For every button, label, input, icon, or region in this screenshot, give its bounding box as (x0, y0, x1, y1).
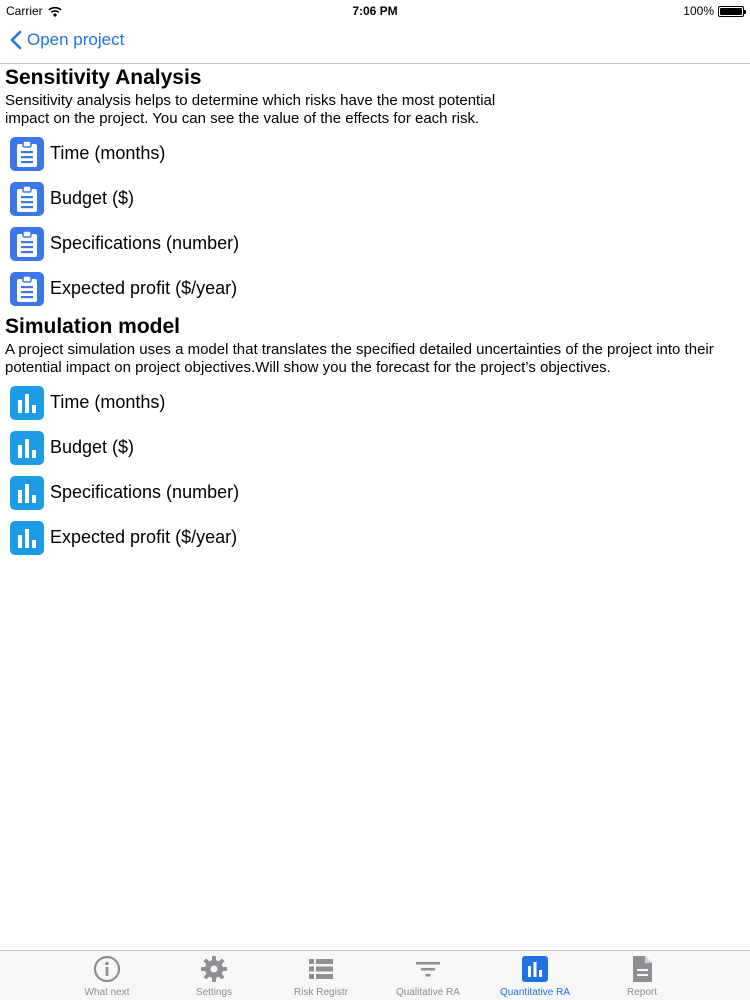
bar-chart-icon (10, 476, 44, 510)
sensitivity-item-label: Specifications (number) (50, 233, 240, 253)
battery-fill (720, 8, 742, 15)
simulation-item-label: Time (months) (50, 392, 166, 412)
filter-icon (413, 954, 443, 984)
sensitivity-title: Sensitivity Analysis (5, 66, 202, 89)
list-icon (306, 954, 336, 984)
chevron-left-icon (10, 30, 22, 50)
tab-label: Quantitative RA (499, 987, 571, 998)
bar-chart-icon (520, 954, 550, 984)
status-bar (0, 0, 750, 22)
tab-settings[interactable] (154, 951, 274, 1000)
sensitivity-item-specifications[interactable] (0, 221, 750, 266)
sensitivity-description (0, 92, 750, 128)
sensitivity-item-label: Expected profit ($/year) (50, 278, 238, 298)
sensitivity-item-budget[interactable] (0, 176, 750, 221)
document-icon (627, 954, 657, 984)
tab-what-next[interactable] (47, 951, 167, 1000)
carrier-label: Carrier (6, 4, 43, 18)
clipboard-list-icon (10, 227, 44, 261)
bar-chart-icon (10, 521, 44, 555)
back-button[interactable] (10, 30, 124, 50)
clipboard-list-icon (10, 137, 44, 171)
simulation-item-budget[interactable] (0, 425, 750, 470)
status-right (683, 4, 744, 18)
back-button-label: Open project (27, 30, 125, 49)
simulation-item-label: Specifications (number) (50, 482, 240, 502)
bar-chart-icon (10, 431, 44, 465)
simulation-description: A project simulation uses a model that translates the specified detailed uncertainties of the project into their potential impact on project objectives.Will show you the forecast for the project’s objectives. (5, 341, 714, 376)
navigation-bar (0, 22, 750, 64)
tab-bar (0, 950, 750, 1000)
sensitivity-item-label: Time (months) (50, 143, 166, 163)
tab-label: Report (626, 987, 657, 998)
battery-percent: 100% (683, 4, 714, 18)
main-content (0, 64, 750, 560)
bar-chart-icon (10, 386, 44, 420)
simulation-item-label: Expected profit ($/year) (50, 527, 238, 547)
tab-risk-registr[interactable] (261, 951, 381, 1000)
simulation-item-expected-profit[interactable] (0, 515, 750, 560)
sensitivity-item-label: Budget ($) (50, 188, 135, 208)
simulation-title: Simulation model (5, 315, 181, 338)
tab-label: Settings (195, 987, 233, 998)
tab-label: Qualitative RA (396, 987, 460, 998)
battery-icon (718, 6, 744, 17)
simulation-item-specifications[interactable] (0, 470, 750, 515)
sensitivity-list (0, 128, 750, 311)
sensitivity-item-time[interactable] (0, 131, 750, 176)
tab-quantitative-ra[interactable] (475, 951, 595, 1000)
sensitivity-item-expected-profit[interactable] (0, 266, 750, 311)
tab-qualitative-ra[interactable] (368, 951, 488, 1000)
info-icon (92, 954, 122, 984)
tab-label: What next (84, 987, 130, 998)
simulation-item-label: Budget ($) (50, 437, 135, 457)
sensitivity-description-line1: Sensitivity analysis helps to determine which risks have the most potential (5, 92, 496, 109)
clipboard-list-icon (10, 182, 44, 216)
simulation-item-time[interactable] (0, 380, 750, 425)
clipboard-list-icon (10, 272, 44, 306)
tab-report[interactable] (582, 951, 702, 1000)
status-time: 7:06 PM (352, 4, 398, 18)
tab-label: Risk Registr (294, 987, 348, 998)
sensitivity-description-line2: impact on the project. You can see the value of the effects for each risk. (5, 110, 480, 127)
simulation-list (0, 377, 750, 560)
gear-icon (199, 954, 229, 984)
